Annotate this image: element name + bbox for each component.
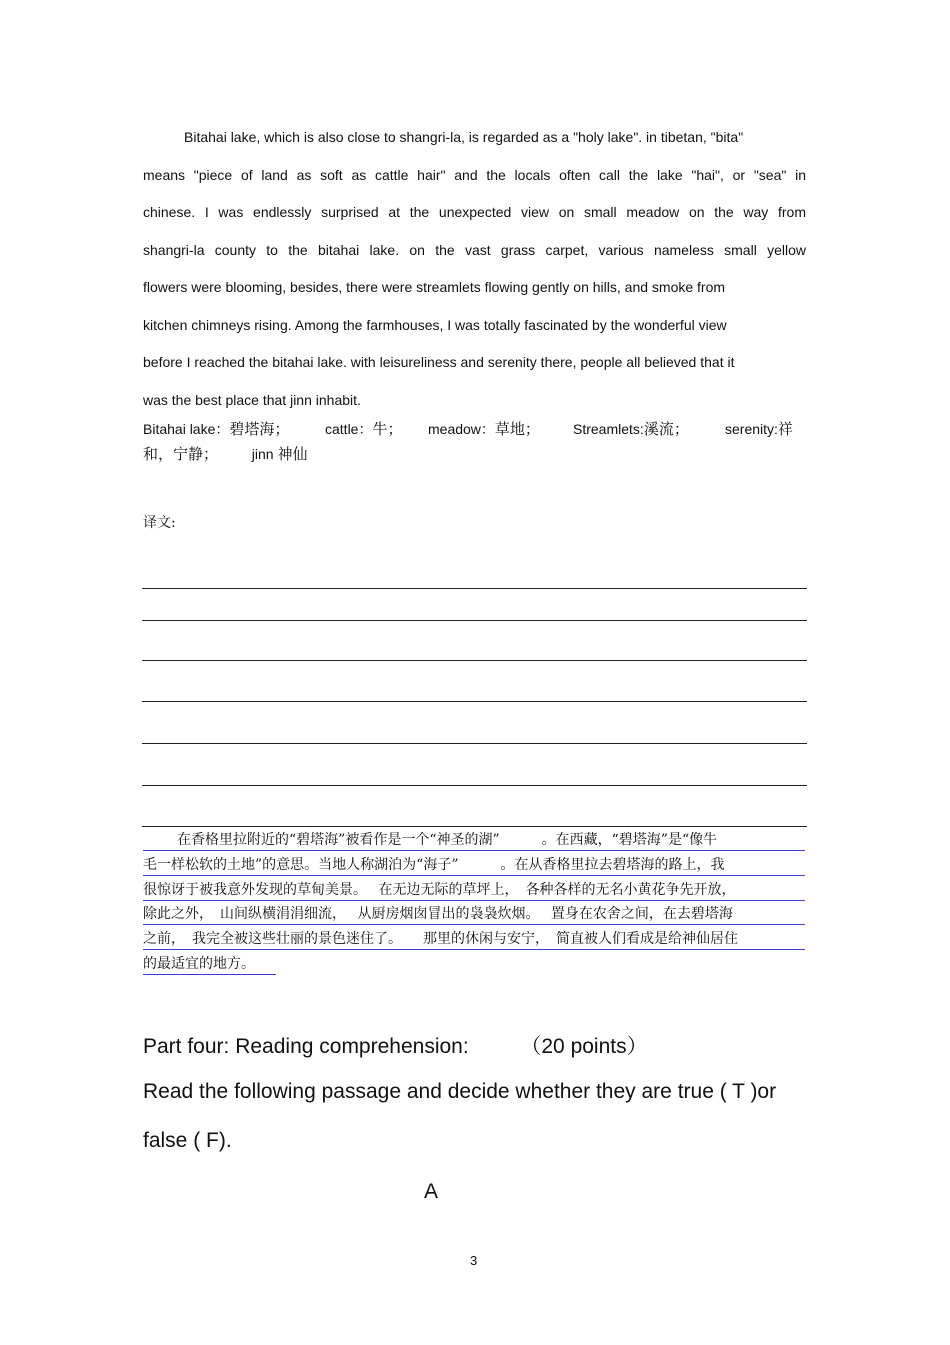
answer-line[interactable] bbox=[142, 701, 807, 702]
translation-line: 除此之外， 山间纵横涓涓细流， 从厨房烟囱冒出的袅袅炊烟。 置身在农舍之间，在去碧塔海 bbox=[143, 905, 805, 925]
passage-line: before I reached the bitahai lake. with leisureliness and serenity there, people all believed that it bbox=[143, 354, 735, 370]
passage-line: Bitahai lake, which is also close to shangri-la, is regarded as a "holy lake". in tibetan, "bita" bbox=[184, 129, 744, 145]
vocab-glossary-line-2 bbox=[143, 444, 806, 464]
passage-line: was the best place that jinn inhabit. bbox=[143, 392, 361, 408]
translation-line: 之前， 我完全被这些壮丽的景色迷住了。 那里的休闲与安宁， 简直被人们看成是给神仙居住 bbox=[143, 930, 805, 950]
passage-line: means "piece of land as soft as cattle hair" and the locals often call the lake "hai", or "sea" in bbox=[143, 167, 806, 183]
vocab-term: serenity:祥 bbox=[725, 420, 793, 438]
answer-line[interactable] bbox=[142, 826, 807, 827]
passage-line: flowers were blooming, besides, there were streamlets flowing gently on hills, and smoke from bbox=[143, 279, 726, 295]
section-heading bbox=[143, 1030, 648, 1060]
answer-line[interactable] bbox=[142, 743, 807, 744]
passage-line: shangri-la county to the bitahai lake. on the vast grass carpet, various nameless small yellow bbox=[143, 242, 806, 258]
translation-line: 在香格里拉附近的“碧塔海”被看作是一个“神圣的湖” 。在西藏，“碧塔海”是“像牛 bbox=[143, 831, 805, 851]
instruction-line: Read the following passage and decide whether they are true ( T )or bbox=[143, 1080, 777, 1103]
translation-label: 译文: bbox=[143, 515, 176, 531]
vocab-term: cattle：牛； bbox=[325, 420, 403, 438]
vocab-term-cont: 和，宁静； bbox=[143, 445, 219, 463]
vocab-term: meadow：草地； bbox=[428, 420, 540, 438]
instruction-line: false ( F). bbox=[143, 1129, 232, 1152]
answer-line[interactable] bbox=[142, 660, 807, 661]
vocab-term: Bitahai lake：碧塔海； bbox=[143, 420, 290, 438]
answer-line[interactable] bbox=[142, 785, 807, 786]
passage-letter: A bbox=[424, 1180, 439, 1203]
passage-line: chinese. I was endlessly surprised at the unexpected view on small meadow on the way from bbox=[143, 204, 806, 220]
vocab-term-zh: 神仙 bbox=[277, 445, 308, 463]
vocab-term-en: jinn bbox=[251, 446, 274, 462]
answer-line[interactable] bbox=[142, 620, 807, 621]
section-points: （20 points） bbox=[520, 1035, 648, 1058]
vocab-term: Streamlets:溪流； bbox=[573, 420, 689, 438]
section-title: Part four: Reading comprehension: bbox=[143, 1035, 469, 1058]
translation-line: 的最适宜的地方。 bbox=[143, 955, 276, 975]
page-number: 3 bbox=[470, 1253, 478, 1268]
translation-line: 毛一样松软的土地”的意思。当地人称湖泊为“海子” 。在从香格里拉去碧塔海的路上，我 bbox=[143, 856, 805, 876]
translation-line: 很惊讶于被我意外发现的草甸美景。 在无边无际的草坪上， 各种各样的无名小黄花争先开放， bbox=[143, 881, 805, 901]
answer-line[interactable] bbox=[142, 588, 807, 589]
passage-line: kitchen chimneys rising. Among the farmhouses, I was totally fascinated by the wonderful view bbox=[143, 317, 727, 333]
